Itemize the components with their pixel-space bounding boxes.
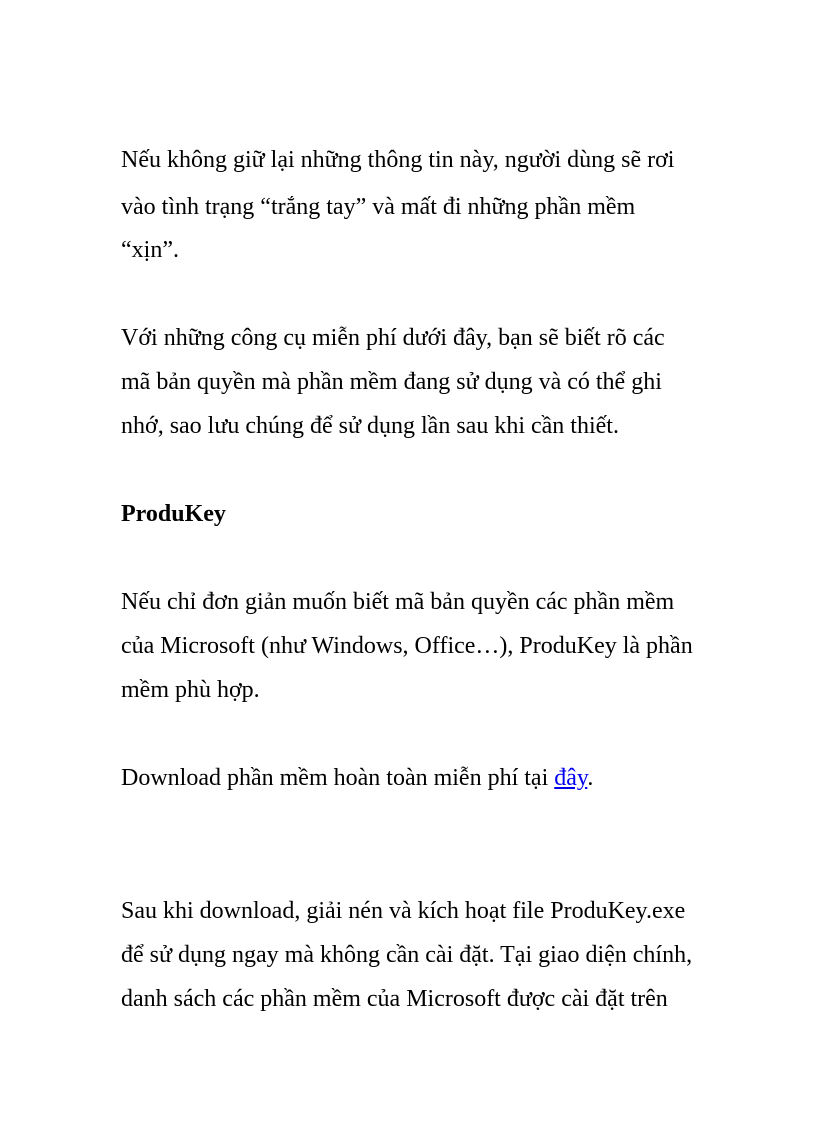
- download-link[interactable]: đây: [554, 765, 588, 791]
- download-suffix: .: [587, 765, 594, 791]
- paragraph-4-line-1: Sau khi download, giải nén và kích hoạt file ProduKey.exe: [121, 898, 686, 924]
- paragraph-1-line-1: Nếu không giữ lại những thông tin này, người dùng sẽ rơi: [121, 147, 675, 173]
- paragraph-3-line-1: Nếu chỉ đơn giản muốn biết mã bản quyền các phần mềm: [121, 589, 675, 615]
- paragraph-2-line-2: mã bản quyền mà phần mềm đang sử dụng và có thể ghi: [121, 369, 662, 395]
- paragraph-1-line-2: vào tình trạng “trắng tay” và mất đi những phần mềm: [121, 194, 636, 220]
- paragraph-3-line-2: của Microsoft (như Windows, Office…), ProduKey là phần: [121, 633, 693, 659]
- paragraph-2-line-1: Với những công cụ miễn phí dưới đây, bạn sẽ biết rõ các: [121, 325, 665, 351]
- download-prefix: Download phần mềm hoàn toàn miễn phí tại: [121, 765, 555, 791]
- paragraph-4-line-3: danh sách các phần mềm của Microsoft được cài đặt trên: [121, 986, 668, 1012]
- paragraph-4-line-2: để sử dụng ngay mà không cần cài đặt. Tại giao diện chính,: [121, 942, 693, 968]
- paragraph-3-line-3: mềm phù hợp.: [121, 677, 260, 703]
- paragraph-2-line-3: nhớ, sao lưu chúng để sử dụng lần sau khi cần thiết.: [121, 413, 619, 439]
- paragraph-1-line-3: “xịn”.: [121, 237, 179, 263]
- download-line: [121, 764, 593, 792]
- section-heading: ProduKey: [121, 501, 226, 527]
